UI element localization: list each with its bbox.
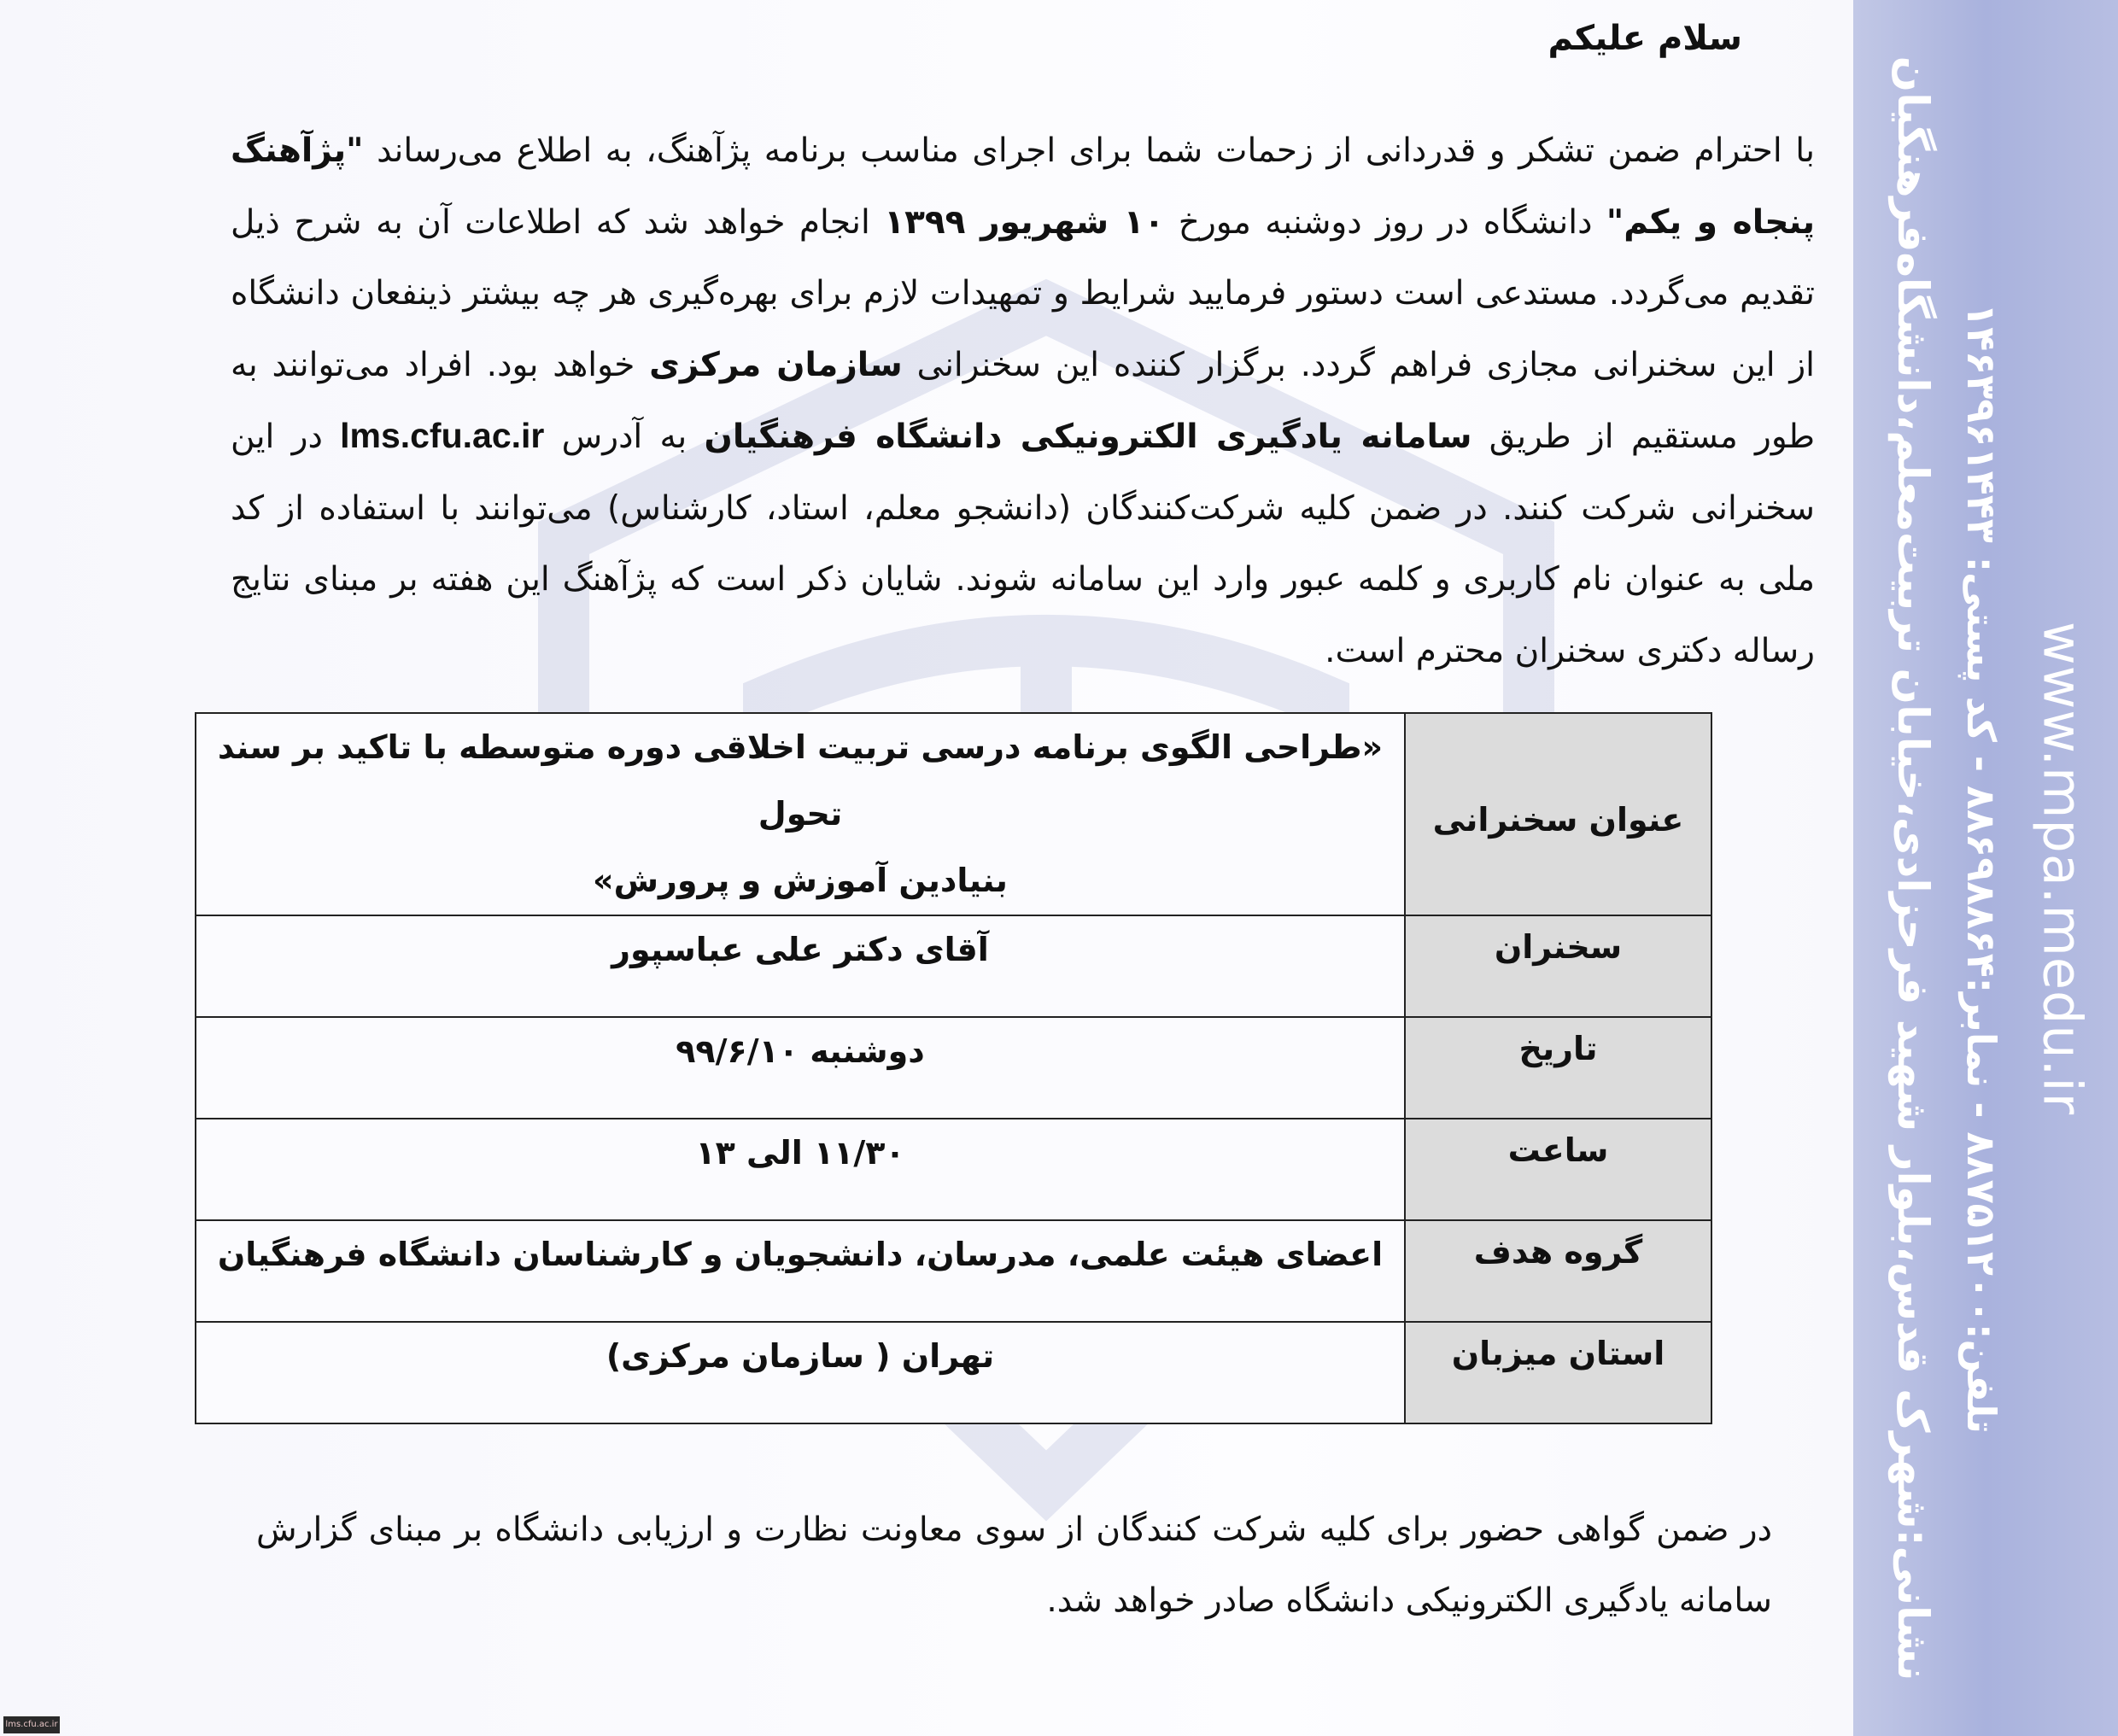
label-time: ساعت: [1405, 1119, 1711, 1220]
table-row: [196, 1322, 1711, 1423]
label-host-province: استان میزبان: [1405, 1322, 1711, 1423]
table-row: [196, 713, 1711, 915]
table-row: [196, 915, 1711, 1017]
intro-paragraph: [231, 115, 1815, 687]
value-time: ۱۱/۳۰ الی ۱۳: [196, 1119, 1405, 1220]
letterhead-side-band: [1853, 0, 2118, 1736]
lecture-title-line-1: «طراحی الگوی برنامه درسی تربیت اخلاقی دوره متوسطه با تاکید بر سند تحول: [217, 728, 1384, 833]
certificate-note: در ضمن گواهی حضور برای کلیه شرکت کنندگان از سوی معاونت نظارت و ارزیابی دانشگاه بر مبنای گزارش سامانه یادگیری الکترونیکی دانشگاه صادر خواهد شد.: [256, 1511, 1772, 1620]
event-name: "پژآهنگ پنجاه و یکم": [231, 132, 1816, 242]
lecture-title-line-2: بنیادین آموزش و پرورش»: [593, 862, 1008, 899]
greeting: سلام علیکم: [1548, 19, 1742, 58]
side-phones: تلفن:۸۸۷۵۱۲۰۰ - نمابر:۸۸۶۹۸۸۶۴ - کد پستی: ۱۴۶۳۹۶۱۴۴۳: [1958, 302, 2004, 1434]
intro-text-2: دانشگاه در روز دوشنبه مورخ: [1164, 202, 1606, 242]
intro-text-4: خواهد بود. افراد می‌توانند به طور مستقیم از طریق: [231, 345, 1816, 456]
table-row: [196, 1119, 1711, 1220]
value-lecture-title: [196, 713, 1405, 915]
value-host-province: تهران ( سازمان مرکزی): [196, 1322, 1405, 1423]
intro-text-3: انجام خواهد شد که اطلاعات آن به شرح ذیل تقدیم می‌گردد. مستدعی است دستور فرمایید شرایط و تمهیدات لازم برای بهره‌گیری هر چه بیشتر ذینفعان دانشگاه از این سخنرانی مجازی فراهم گردد. برگزار کننده این سخنرانی: [231, 202, 1815, 384]
side-website: www.mpa.medu.ir: [2031, 621, 2094, 1115]
intro-text-1: با احترام ضمن تشکر و قدردانی از زحمات شما برای اجرای مناسب برنامه پژآهنگ، به اطلاع می‌رساند: [363, 132, 1815, 170]
value-date: دوشنبه ۹۹/۶/۱۰: [196, 1017, 1405, 1119]
label-target-group: گروه هدف: [1405, 1220, 1711, 1322]
lecture-info-table: [195, 712, 1712, 1424]
event-date: ۱۰ شهریور ۱۳۹۹: [884, 202, 1165, 242]
side-address: نشانی:شهرک قدس،بلوار شهید فرحزادی،خیابان تربیت‌معلم،دانشگاه‌فرهنگیان: [1888, 56, 1938, 1680]
organizer-name: سازمان مرکزی: [649, 345, 903, 384]
table-row: [196, 1220, 1711, 1322]
corner-site-tag: lms.cfu.ac.ir: [3, 1716, 60, 1733]
value-speaker: آقای دکتر علی عباسپور: [196, 915, 1405, 1017]
lms-url-link[interactable]: lms.cfu.ac.ir: [340, 416, 545, 455]
table-row: [196, 1017, 1711, 1119]
system-name: سامانه یادگیری الکترونیکی دانشگاه فرهنگیان: [704, 418, 1472, 456]
label-date: تاریخ: [1405, 1017, 1711, 1119]
intro-text-6: در این سخنرانی شرکت کنند. در ضمن کلیه شرکت‌کنندگان (دانشجو معلم، استاد، کارشناس) می‌توانند با استفاده از کد ملی به عنوان نام کاربری و کلمه عبور وارد این سامانه شوند. شایان ذکر است که پژآهنگ این هفته بر مبنای نتایج رساله دکتری سخنران محترم است.: [231, 418, 1815, 670]
value-target-group: اعضای هیئت علمی، مدرسان، دانشجویان و کارشناسان دانشگاه فرهنگیان: [196, 1220, 1405, 1322]
label-lecture-title: عنوان سخنرانی: [1405, 713, 1711, 915]
label-speaker: سخنران: [1405, 915, 1711, 1017]
intro-text-5: به آدرس: [544, 418, 705, 456]
